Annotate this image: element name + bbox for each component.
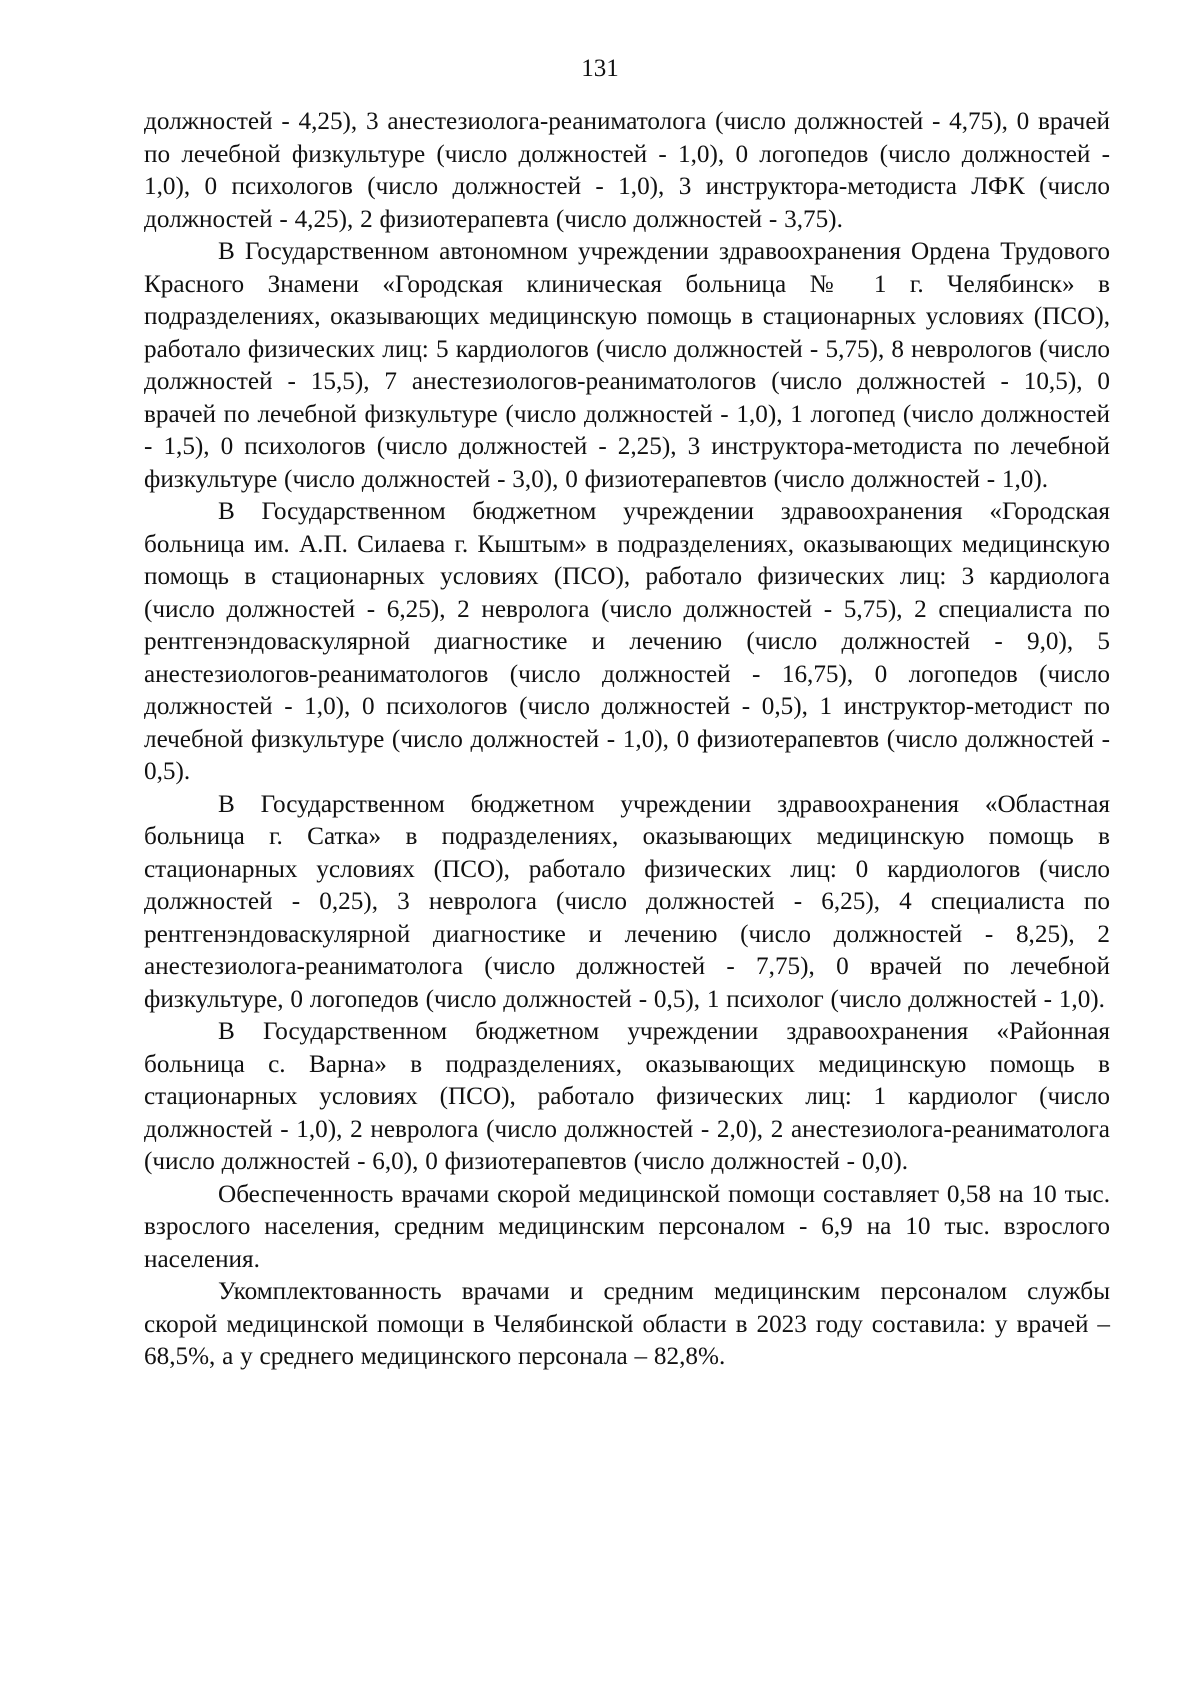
- paragraph-varna-hospital: В Государственном бюджетном учреждении здравоохранения «Районная больница с. Варна» в подразделениях, оказывающих медицинскую помощь в стационарных условиях (ПСО), работало физических лиц: 1 кардиолог (число должностей - 1,0), 2 невролога (число должностей - 2,0), 2 анестезиолога-реаниматолога (число должностей - 6,0), 0 физиотерапевтов (число должностей - 0,0).: [144, 1018, 1110, 1175]
- document-body: [144, 106, 1110, 1374]
- paragraph-continuation: должностей - 4,25), 3 анестезиолога-реаниматолога (число должностей - 4,75), 0 врачей по лечебной физкультуре (число должностей - 1,0), 0 логопедов (число должностей - 1,0), 0 психологов (число должностей - 1,0), 3 инструктора-методиста ЛФК (число должностей - 4,25), 2 физиотерапевта (число должностей - 3,75).: [144, 108, 1110, 233]
- paragraph-ambulance-staffing: Укомплектованность врачами и средним медицинским персоналом службы скорой медицинской помощи в Челябинской области в 2023 году составила: у врачей – 68,5%, а у среднего медицинского персонала – 82,8%.: [144, 1278, 1110, 1370]
- paragraph-kyshtym-hospital: В Государственном бюджетном учреждении здравоохранения «Городская больница им. А.П. Силаева г. Кыштым» в подразделениях, оказывающих медицинскую помощь в стационарных условиях (ПСО), работало физических лиц: 3 кардиолога (число должностей - 6,25), 2 невролога (число должностей - 5,75), 2 специалиста по рентгенэндоваскулярной диагностике и лечению (число должностей - 9,0), 5 анестезиологов-реаниматологов (число должностей - 16,75), 0 логопедов (число должностей - 1,0), 0 психологов (число должностей - 0,5), 1 инструктор-методист по лечебной физкультуре (число должностей - 1,0), 0 физиотерапевтов (число должностей - 0,5).: [144, 498, 1110, 785]
- page-number: 131: [581, 55, 619, 82]
- paragraph-satka-hospital: В Государственном бюджетном учреждении здравоохранения «Областная больница г. Сатка» в подразделениях, оказывающих медицинскую помощь в стационарных условиях (ПСО), работало физических лиц: 0 кардиологов (число должностей - 0,25), 3 невролога (число должностей - 6,25), 4 специалиста по рентгенэндоваскулярной диагностике и лечению (число должностей - 8,25), 2 анестезиолога-реаниматолога (число должностей - 7,75), 0 врачей по лечебной физкультуре, 0 логопедов (число должностей - 0,5), 1 психолог (число должностей - 1,0).: [144, 790, 1110, 1013]
- paragraph-gkb1-chelyabinsk: В Государственном автономном учреждении здравоохранения Ордена Трудового Красного Знамени «Городская клиническая больница № 1 г. Челябинск» в подразделениях, оказывающих медицинскую помощь в стационарных условиях (ПСО), работало физических лиц: 5 кардиологов (число должностей - 5,75), 8 неврологов (число должностей - 15,5), 7 анестезиологов-реаниматологов (число должностей - 10,5), 0 врачей по лечебной физкультуре (число должностей - 1,0), 1 логопед (число должностей - 1,5), 0 психологов (число должностей - 2,25), 3 инструктора-методиста по лечебной физкультуре (число должностей - 3,0), 0 физиотерапевтов (число должностей - 1,0).: [144, 238, 1110, 493]
- paragraph-ambulance-provision: Обеспеченность врачами скорой медицинской помощи составляет 0,58 на 10 тыс. взрослого населения, средним медицинским персоналом - 6,9 на 10 тыс. взрослого населения.: [144, 1180, 1110, 1273]
